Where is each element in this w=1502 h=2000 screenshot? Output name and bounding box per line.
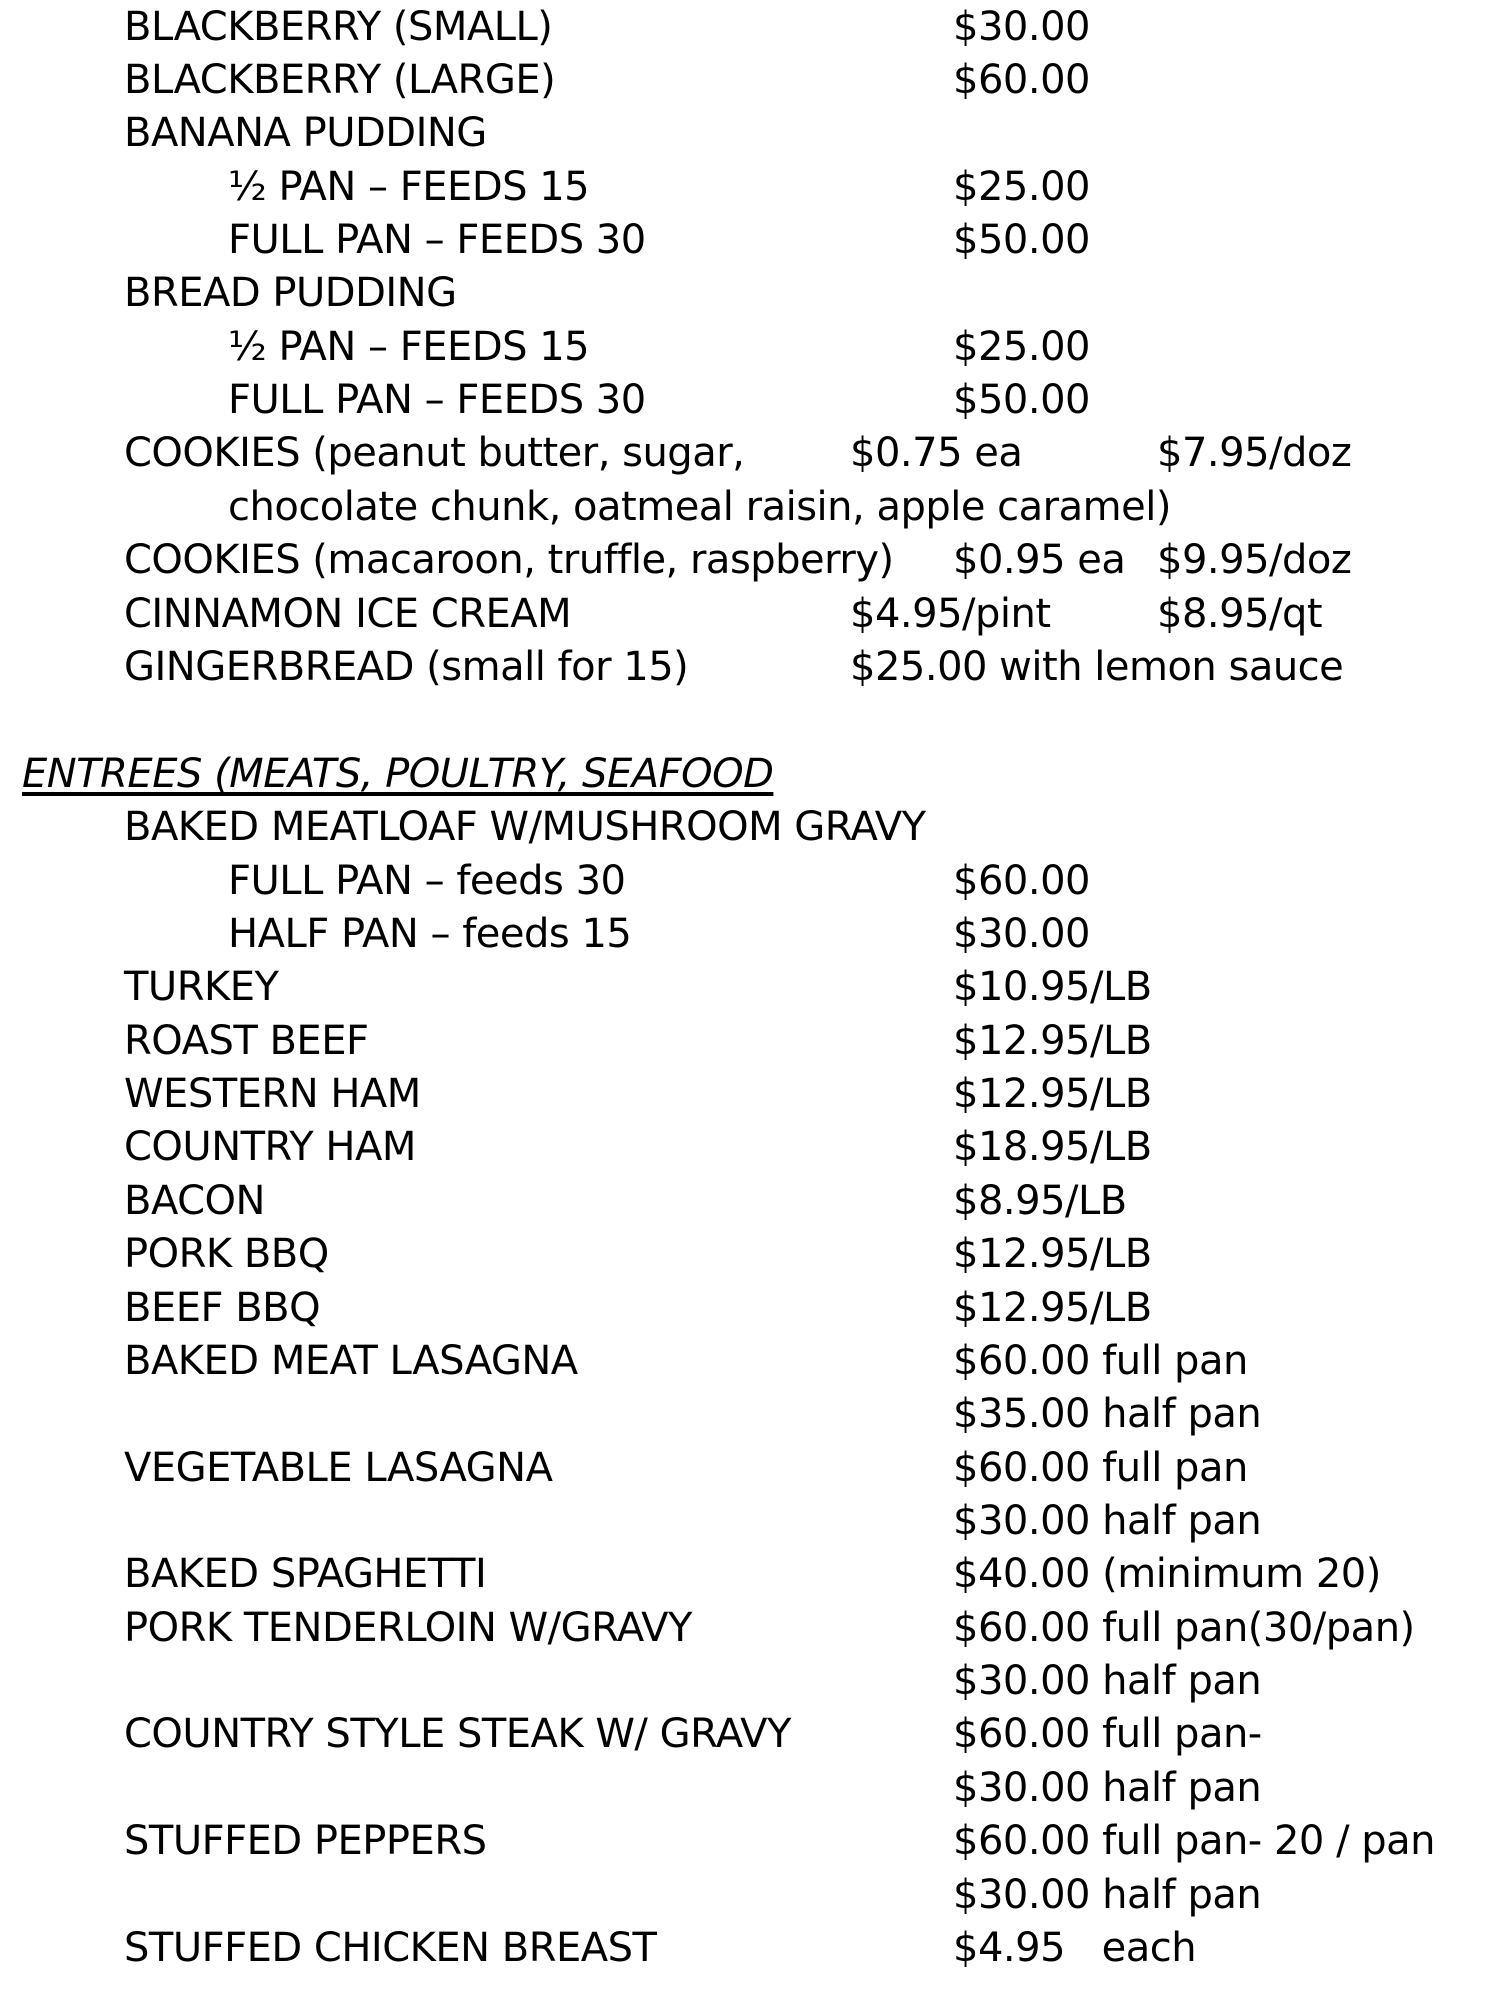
item-name: ROAST BEEF — [124, 1018, 369, 1064]
menu-item-country-ham — [0, 1120, 1502, 1174]
item-name: BLACKBERRY (SMALL) — [124, 4, 553, 50]
menu-item-cinnamon-ice-cream — [0, 587, 1502, 641]
item-price: $25.00 — [953, 324, 1090, 370]
item-name: BANANA PUDDING — [124, 110, 487, 156]
menu-item-vegetable-lasagna — [0, 1441, 1502, 1495]
menu-item-cookies-specialty — [0, 533, 1502, 587]
menu-item-western-ham — [0, 1067, 1502, 1121]
item-price: $25.00 — [953, 164, 1090, 210]
item-price: $12.95/LB — [953, 1071, 1152, 1117]
menu-item-baked-spaghetti — [0, 1547, 1502, 1601]
menu-item-price-continuation — [0, 1761, 1502, 1815]
item-price-half: $30.00 half pan — [953, 1498, 1262, 1544]
item-price-dozen: $9.95/doz — [1157, 537, 1352, 583]
item-price-full: $60.00 full pan- — [953, 1711, 1262, 1757]
item-price: $18.95/LB — [953, 1124, 1152, 1170]
item-name: BAKED MEATLOAF W/MUSHROOM GRAVY — [124, 804, 926, 850]
subitem-label: FULL PAN – FEEDS 30 — [228, 217, 646, 263]
menu-item-beef-bbq — [0, 1281, 1502, 1335]
menu-item-bacon — [0, 1174, 1502, 1228]
menu-subitem — [0, 907, 1502, 961]
menu-item-price-continuation — [0, 1868, 1502, 1922]
item-name: STUFFED CHICKEN BREAST — [124, 1925, 657, 1971]
menu-subitem — [0, 160, 1502, 214]
item-name: BREAD PUDDING — [124, 270, 457, 316]
item-name: COOKIES (peanut butter, sugar, — [124, 430, 745, 476]
item-name: BAKED MEAT LASAGNA — [124, 1338, 578, 1384]
item-price: $12.95/LB — [953, 1285, 1152, 1331]
item-price: $4.95 each — [953, 1925, 1197, 1971]
item-name: BAKED SPAGHETTI — [124, 1551, 487, 1597]
menu-item-pork-bbq — [0, 1227, 1502, 1281]
menu-item-bread-pudding — [0, 266, 1502, 320]
item-name: PORK BBQ — [124, 1231, 329, 1277]
item-price: $40.00 (minimum 20) — [953, 1551, 1381, 1597]
item-price: $50.00 — [953, 217, 1090, 263]
subitem-label: FULL PAN – FEEDS 30 — [228, 377, 646, 423]
item-name: BEEF BBQ — [124, 1285, 321, 1331]
menu-item-country-style-steak — [0, 1707, 1502, 1761]
menu-item-meatloaf — [0, 800, 1502, 854]
menu-item-cookies-assorted — [0, 426, 1502, 480]
item-price: $60.00 — [953, 858, 1090, 904]
menu-item-stuffed-chicken-breast — [0, 1921, 1502, 1975]
menu-item-turkey — [0, 960, 1502, 1014]
menu-item-price-continuation — [0, 1654, 1502, 1708]
item-name: COUNTRY STYLE STEAK W/ GRAVY — [124, 1711, 791, 1757]
item-name: BACON — [124, 1178, 265, 1224]
item-price-half: $30.00 half pan — [953, 1872, 1262, 1918]
item-price-each: $0.75 ea — [850, 430, 1023, 476]
item-price-half: $30.00 half pan — [953, 1765, 1262, 1811]
menu-item-pork-tenderloin — [0, 1601, 1502, 1655]
menu-item-blackberry-small — [0, 0, 1502, 54]
menu-subitem — [0, 213, 1502, 267]
item-price-full: $60.00 full pan — [953, 1338, 1248, 1384]
item-price: $12.95/LB — [953, 1018, 1152, 1064]
item-price-half: $30.00 half pan — [953, 1658, 1262, 1704]
subitem-label: ½ PAN – FEEDS 15 — [228, 324, 590, 370]
item-price-full: $60.00 full pan- 20 / pan — [953, 1818, 1436, 1864]
item-name: WESTERN HAM — [124, 1071, 421, 1117]
section-heading-entrees: ENTREES (MEATS, POULTRY, SEAFOOD — [22, 751, 774, 797]
item-price: $50.00 — [953, 377, 1090, 423]
menu-item-stuffed-peppers — [0, 1814, 1502, 1868]
item-name: COOKIES (macaroon, truffle, raspberry) — [124, 537, 894, 583]
item-name: BLACKBERRY (LARGE) — [124, 57, 556, 103]
subitem-label: HALF PAN – feeds 15 — [228, 911, 632, 957]
menu-subitem — [0, 854, 1502, 908]
item-price-each: $0.95 ea — [953, 537, 1126, 583]
item-price-quart: $8.95/qt — [1157, 591, 1323, 637]
menu-item-price-continuation — [0, 1387, 1502, 1441]
menu-item-banana-pudding — [0, 106, 1502, 160]
item-price: $30.00 — [953, 911, 1090, 957]
menu-item-meat-lasagna — [0, 1334, 1502, 1388]
item-name: VEGETABLE LASAGNA — [124, 1445, 553, 1491]
menu-item-blackberry-large — [0, 53, 1502, 107]
menu-item-roast-beef — [0, 1014, 1502, 1068]
item-price-full: $60.00 full pan(30/pan) — [953, 1605, 1415, 1651]
menu-subitem — [0, 320, 1502, 374]
item-price: $8.95/LB — [953, 1178, 1127, 1224]
item-name: TURKEY — [124, 964, 279, 1010]
item-name: PORK TENDERLOIN W/GRAVY — [124, 1605, 692, 1651]
menu-subitem — [0, 373, 1502, 427]
item-price: $30.00 — [953, 4, 1090, 50]
item-name: COUNTRY HAM — [124, 1124, 416, 1170]
item-name: GINGERBREAD (small for 15) — [124, 644, 689, 690]
item-description: chocolate chunk, oatmeal raisin, apple caramel) — [228, 484, 1171, 530]
item-name: CINNAMON ICE CREAM — [124, 591, 572, 637]
item-price: $25.00 with lemon sauce — [850, 644, 1344, 690]
item-price-full: $60.00 full pan — [953, 1445, 1248, 1491]
subitem-label: FULL PAN – feeds 30 — [228, 858, 626, 904]
item-price-dozen: $7.95/doz — [1157, 430, 1352, 476]
item-price: $12.95/LB — [953, 1231, 1152, 1277]
menu-item-gingerbread — [0, 640, 1502, 694]
item-price: $60.00 — [953, 57, 1090, 103]
item-price-half: $35.00 half pan — [953, 1391, 1262, 1437]
item-price: $10.95/LB — [953, 964, 1152, 1010]
item-price-pint: $4.95/pint — [850, 591, 1051, 637]
item-name: STUFFED PEPPERS — [124, 1818, 487, 1864]
subitem-label: ½ PAN – FEEDS 15 — [228, 164, 590, 210]
menu-item-continuation — [0, 480, 1502, 534]
menu-item-price-continuation — [0, 1494, 1502, 1548]
